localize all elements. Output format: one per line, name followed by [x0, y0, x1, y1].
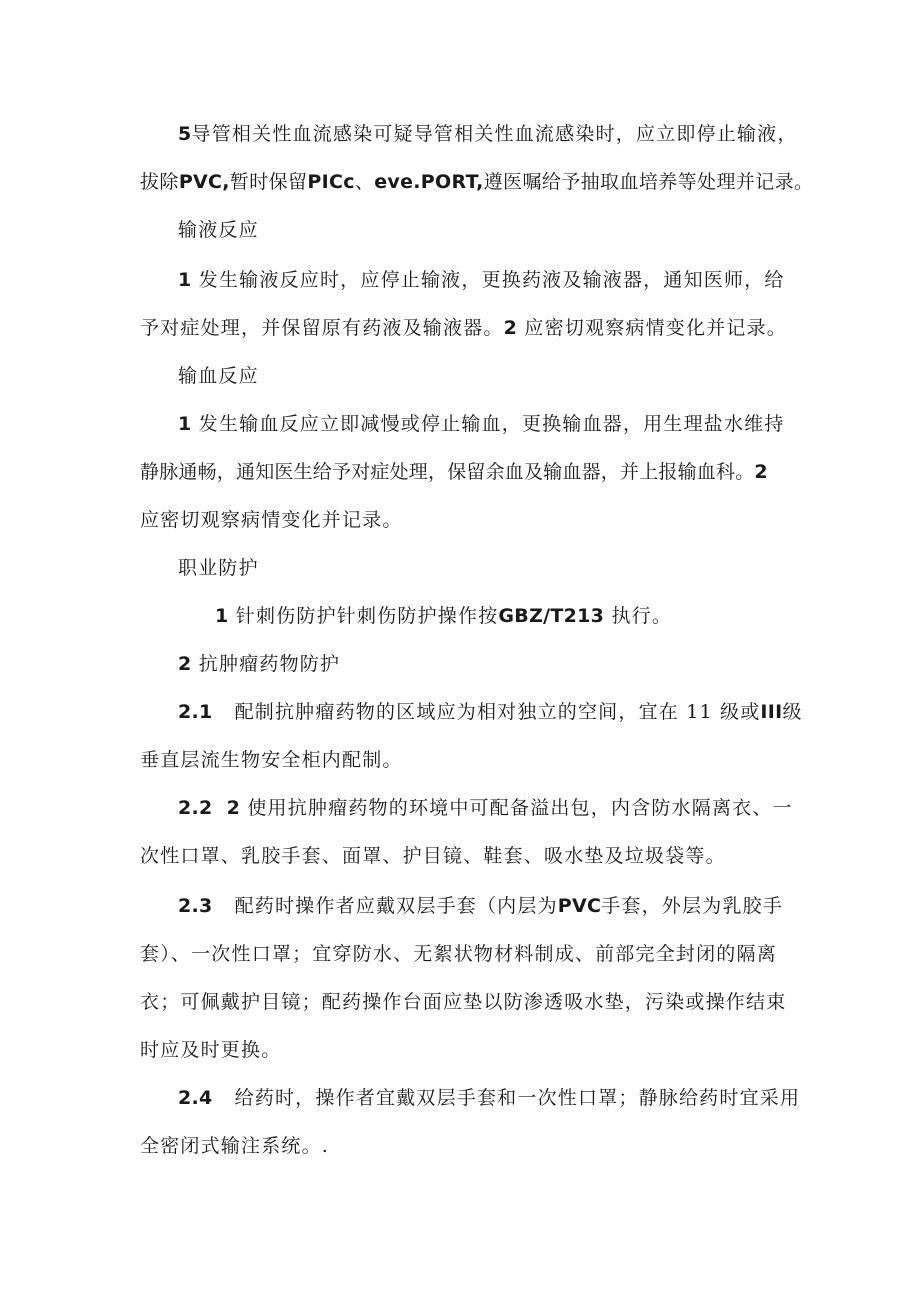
item-antineoplastic: [140, 640, 823, 688]
text-line: [140, 1026, 785, 1074]
text-segment: 级: [782, 701, 803, 723]
text-line: [140, 158, 814, 206]
paragraph-transfusion-reaction: [140, 400, 785, 544]
text-line: [140, 448, 785, 496]
subsection-number: 2.2: [178, 797, 213, 819]
text-segment: 发生输血反应立即减慢或停止输血，更换输血器，用生理盐水维持: [198, 413, 785, 435]
text-line: [140, 784, 793, 832]
term-pvc: PVC,: [178, 171, 230, 193]
text-segment: 应密切观察病情变化并记录。: [140, 509, 403, 531]
text-segment: 针刺伤防护针刺伤防护操作按: [235, 605, 499, 627]
subsection-2-3: [140, 882, 785, 1074]
text-segment: 拔除: [140, 171, 179, 193]
item-number: 2: [503, 317, 518, 339]
text-line: [178, 640, 823, 688]
text-line: [140, 832, 785, 880]
text-segment: 执行。: [611, 605, 673, 627]
text-segment: 发生输液反应时，应停止输液，更换药液及输液器，通知医师，给: [198, 269, 785, 291]
text-segment: 暂时保留: [229, 171, 308, 193]
text-line: [140, 688, 803, 736]
term-picc: PICc: [307, 171, 355, 193]
text-line: [140, 736, 785, 784]
text-line: [140, 1122, 785, 1170]
text-segment: 配药时操作者应戴双层手套（内层为: [234, 895, 558, 917]
text-line: [140, 400, 785, 448]
item-number: 2: [754, 461, 768, 483]
text-line: [140, 930, 785, 978]
section-heading-infusion: 输液反应: [178, 219, 259, 241]
text-line: [140, 1074, 801, 1122]
paragraph-catheter-infection: [140, 110, 814, 206]
item-number: 2: [178, 653, 192, 675]
text-segment: 使用抗肿瘤药物的环境中可配备溢出包，内含防水隔离衣、一: [247, 797, 793, 819]
text-line: [140, 110, 798, 158]
text-line: [215, 592, 860, 640]
text-segment: 抗肿瘤药物防护: [198, 653, 341, 675]
text-segment: 全密闭式输注系统。.: [140, 1135, 330, 1157]
section-heading-transfusion: 输血反应: [178, 365, 259, 387]
paragraph-infusion-reaction: [140, 256, 785, 352]
text-segment: 予对症处理，并保留原有药液及输液器。: [140, 317, 504, 339]
text-segment: 手套，外层为乳胶手: [601, 895, 784, 917]
subsection-number: 2.1: [178, 701, 213, 723]
text-segment: 导管相关性血流感染可疑导管相关性血流感染时，应立即停止输液，: [191, 123, 798, 145]
subsection-2-2: [140, 784, 793, 880]
text-segment: 时应及时更换。: [140, 1039, 282, 1061]
text-segment: 衣；可佩戴护目镜；配药操作台面应垫以防渗透吸水垫，污染或操作结束: [140, 991, 787, 1013]
text-segment: 配制抗肿瘤药物的区域应为相对独立的空间，宜在 11 级或: [234, 701, 761, 723]
text-segment: 应密切观察病情变化并记录。: [524, 317, 787, 339]
text-segment: 给药时，操作者宜戴双层手套和一次性口罩；静脉给药时宜采用: [234, 1087, 801, 1109]
text-segment: 遵医嘱给予抽取血培养等处理并记录。: [483, 171, 814, 193]
item-number: 1: [178, 413, 192, 435]
text-line: [140, 496, 785, 544]
text-segment: 套）、一次性口罩；宜穿防水、无絮状物材料制成、前部完全封闭的隔离: [140, 943, 777, 965]
item-number: 2: [226, 797, 241, 819]
term-pvc: PVC: [557, 895, 602, 917]
term-port: eve.PORT,: [374, 171, 484, 193]
text-segment: 静脉通畅，通知医生给予对症处理，保留余血及输血器，并上报输血科。: [140, 461, 755, 483]
text-line: [140, 256, 785, 304]
subsection-2-4: [140, 1074, 801, 1170]
standard-code: GBZ/T213: [498, 605, 605, 627]
text-line: [140, 304, 785, 352]
section-heading-occupational: 职业防护: [178, 557, 259, 579]
text-segment: 垂直层流生物安全柜内配制。: [140, 749, 403, 771]
subsection-2-1: [140, 688, 803, 784]
item-number: 1: [215, 605, 229, 627]
item-needlestick: [140, 592, 860, 640]
item-number: 5: [178, 123, 192, 145]
text-segment: 次性口罩、乳胶手套、面罩、护目镜、鞋套、吸水垫及垃圾袋等。: [140, 845, 726, 867]
roman-numeral: III: [760, 701, 783, 723]
text-segment: 、: [354, 171, 375, 193]
text-line: [140, 882, 785, 930]
subsection-number: 2.3: [178, 895, 213, 917]
text-line: [140, 978, 785, 1026]
subsection-number: 2.4: [178, 1087, 213, 1109]
item-number: 1: [178, 269, 192, 291]
